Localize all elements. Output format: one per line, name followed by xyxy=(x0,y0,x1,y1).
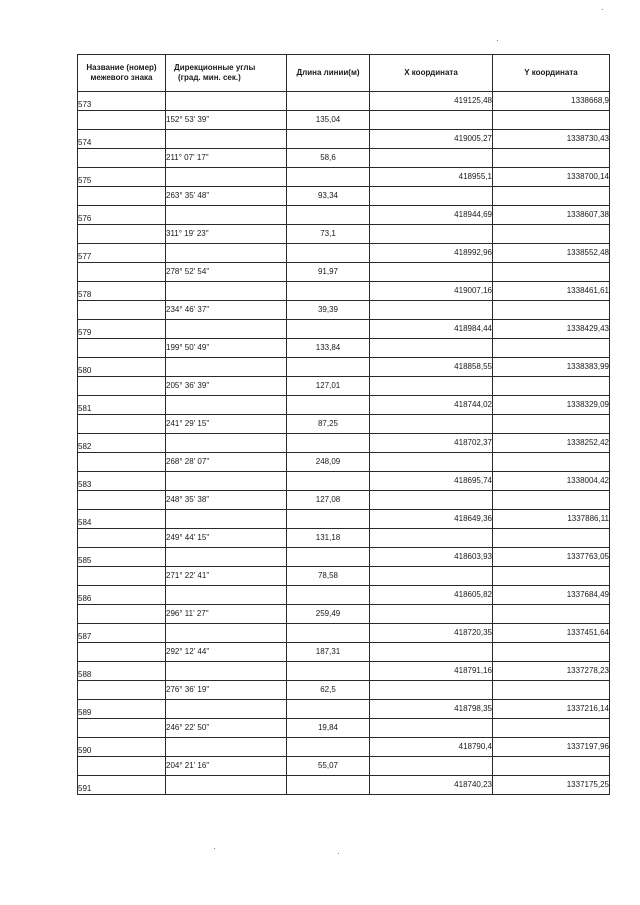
table-row xyxy=(78,415,610,434)
mark-cell: 578 xyxy=(78,282,166,301)
table-header-row xyxy=(78,55,610,92)
angle-cell: 296° 11' 27" xyxy=(166,605,287,624)
x-coordinate-cell: 418790,4 xyxy=(370,738,493,757)
mark-cell: 584 xyxy=(78,510,166,529)
table-row xyxy=(78,738,610,757)
table-row xyxy=(78,130,610,149)
angle-cell xyxy=(166,130,287,149)
length-cell xyxy=(287,700,370,719)
x-coordinate-cell xyxy=(370,757,493,776)
table-row xyxy=(78,605,610,624)
mark-cell: 580 xyxy=(78,358,166,377)
length-cell xyxy=(287,548,370,567)
mark-cell xyxy=(78,681,166,700)
x-coordinate-cell: 418740,23 xyxy=(370,776,493,795)
boundary-coordinates-table xyxy=(77,54,610,795)
x-coordinate-cell: 418791,16 xyxy=(370,662,493,681)
x-coordinate-cell xyxy=(370,605,493,624)
length-cell: 19,84 xyxy=(287,719,370,738)
length-cell xyxy=(287,624,370,643)
angle-cell: 204° 21' 16" xyxy=(166,757,287,776)
table-row xyxy=(78,206,610,225)
length-cell xyxy=(287,282,370,301)
mark-cell xyxy=(78,719,166,738)
angle-cell xyxy=(166,358,287,377)
y-coordinate-cell xyxy=(493,453,610,472)
mark-cell xyxy=(78,187,166,206)
length-cell xyxy=(287,244,370,263)
x-coordinate-cell: 419125,48 xyxy=(370,92,493,111)
length-cell xyxy=(287,92,370,111)
x-coordinate-cell: 419005,27 xyxy=(370,130,493,149)
x-coordinate-cell xyxy=(370,567,493,586)
x-coordinate-cell xyxy=(370,263,493,282)
angle-cell: 205° 36' 39" xyxy=(166,377,287,396)
y-coordinate-cell: 1338383,99 xyxy=(493,358,610,377)
mark-cell: 590 xyxy=(78,738,166,757)
header-angle-line2: (град. мин. сек.) xyxy=(178,73,241,82)
y-coordinate-cell: 1337763,05 xyxy=(493,548,610,567)
y-coordinate-cell: 1338004,42 xyxy=(493,472,610,491)
angle-cell: 246° 22' 50" xyxy=(166,719,287,738)
length-cell xyxy=(287,586,370,605)
y-coordinate-cell xyxy=(493,567,610,586)
x-coordinate-cell xyxy=(370,111,493,130)
y-coordinate-cell xyxy=(493,529,610,548)
table-row xyxy=(78,776,610,795)
length-cell: 127,08 xyxy=(287,491,370,510)
length-cell xyxy=(287,434,370,453)
x-coordinate-cell: 418720,35 xyxy=(370,624,493,643)
table-row xyxy=(78,358,610,377)
mark-cell xyxy=(78,415,166,434)
length-cell: 55,07 xyxy=(287,757,370,776)
y-coordinate-cell xyxy=(493,757,610,776)
x-coordinate-cell: 418695,74 xyxy=(370,472,493,491)
y-coordinate-cell xyxy=(493,225,610,244)
table-row xyxy=(78,244,610,263)
header-y: Y координата xyxy=(493,55,610,92)
angle-cell: 249° 44' 15" xyxy=(166,529,287,548)
angle-cell: 211° 07' 17" xyxy=(166,149,287,168)
mark-cell: 583 xyxy=(78,472,166,491)
mark-cell xyxy=(78,529,166,548)
x-coordinate-cell xyxy=(370,453,493,472)
angle-cell: 271° 22' 41" xyxy=(166,567,287,586)
angle-cell xyxy=(166,662,287,681)
table-row xyxy=(78,681,610,700)
angle-cell xyxy=(166,92,287,111)
mark-cell: 574 xyxy=(78,130,166,149)
table-row xyxy=(78,529,610,548)
length-cell xyxy=(287,206,370,225)
y-coordinate-cell: 1338607,38 xyxy=(493,206,610,225)
angle-cell: 268° 28' 07" xyxy=(166,453,287,472)
scan-speck xyxy=(214,848,215,849)
length-cell: 127,01 xyxy=(287,377,370,396)
angle-cell: 278° 52' 54" xyxy=(166,263,287,282)
length-cell: 259,49 xyxy=(287,605,370,624)
x-coordinate-cell xyxy=(370,719,493,738)
y-coordinate-cell xyxy=(493,681,610,700)
angle-cell: 234° 46' 37" xyxy=(166,301,287,320)
y-coordinate-cell xyxy=(493,415,610,434)
x-coordinate-cell xyxy=(370,491,493,510)
length-cell: 187,31 xyxy=(287,643,370,662)
table-row xyxy=(78,548,610,567)
x-coordinate-cell: 418984,44 xyxy=(370,320,493,339)
x-coordinate-cell xyxy=(370,681,493,700)
x-coordinate-cell: 418858,55 xyxy=(370,358,493,377)
header-angle xyxy=(166,55,287,92)
angle-cell: 263° 35' 48" xyxy=(166,187,287,206)
x-coordinate-cell xyxy=(370,529,493,548)
y-coordinate-cell: 1337886,11 xyxy=(493,510,610,529)
length-cell xyxy=(287,168,370,187)
header-angle-line1: Дирекционные углы xyxy=(174,63,256,72)
length-cell: 78,58 xyxy=(287,567,370,586)
y-coordinate-cell xyxy=(493,263,610,282)
table-body xyxy=(78,92,610,795)
table-row xyxy=(78,168,610,187)
y-coordinate-cell: 1338461,61 xyxy=(493,282,610,301)
y-coordinate-cell: 1338700,14 xyxy=(493,168,610,187)
y-coordinate-cell: 1337278,23 xyxy=(493,662,610,681)
y-coordinate-cell: 1337216,14 xyxy=(493,700,610,719)
table-row xyxy=(78,434,610,453)
length-cell: 39,39 xyxy=(287,301,370,320)
y-coordinate-cell: 1338429,43 xyxy=(493,320,610,339)
x-coordinate-cell: 418649,36 xyxy=(370,510,493,529)
mark-cell xyxy=(78,605,166,624)
y-coordinate-cell xyxy=(493,111,610,130)
table-row xyxy=(78,567,610,586)
angle-cell: 199° 50' 49" xyxy=(166,339,287,358)
table-row xyxy=(78,757,610,776)
table-row xyxy=(78,320,610,339)
angle-cell xyxy=(166,624,287,643)
angle-cell: 276° 36' 19" xyxy=(166,681,287,700)
y-coordinate-cell xyxy=(493,187,610,206)
angle-cell: 241° 29' 15" xyxy=(166,415,287,434)
x-coordinate-cell xyxy=(370,149,493,168)
length-cell xyxy=(287,472,370,491)
table-row xyxy=(78,662,610,681)
y-coordinate-cell xyxy=(493,719,610,738)
angle-cell: 248° 35' 38" xyxy=(166,491,287,510)
table-row xyxy=(78,453,610,472)
y-coordinate-cell: 1338730,43 xyxy=(493,130,610,149)
y-coordinate-cell: 1338552,48 xyxy=(493,244,610,263)
y-coordinate-cell xyxy=(493,149,610,168)
mark-cell xyxy=(78,453,166,472)
table-row xyxy=(78,225,610,244)
angle-cell xyxy=(166,586,287,605)
mark-cell: 585 xyxy=(78,548,166,567)
mark-cell xyxy=(78,757,166,776)
y-coordinate-cell xyxy=(493,643,610,662)
x-coordinate-cell xyxy=(370,415,493,434)
angle-cell xyxy=(166,700,287,719)
angle-cell: 311° 19' 23" xyxy=(166,225,287,244)
length-cell xyxy=(287,776,370,795)
mark-cell: 589 xyxy=(78,700,166,719)
length-cell: 135,04 xyxy=(287,111,370,130)
x-coordinate-cell: 418992,96 xyxy=(370,244,493,263)
length-cell: 131,18 xyxy=(287,529,370,548)
mark-cell: 586 xyxy=(78,586,166,605)
x-coordinate-cell: 418798,35 xyxy=(370,700,493,719)
length-cell: 133,84 xyxy=(287,339,370,358)
y-coordinate-cell xyxy=(493,301,610,320)
mark-cell: 577 xyxy=(78,244,166,263)
x-coordinate-cell: 419007,16 xyxy=(370,282,493,301)
table-row xyxy=(78,719,610,738)
mark-cell xyxy=(78,339,166,358)
scan-speck xyxy=(602,9,603,10)
mark-cell: 573 xyxy=(78,92,166,111)
angle-cell xyxy=(166,396,287,415)
table-row xyxy=(78,396,610,415)
mark-cell: 576 xyxy=(78,206,166,225)
y-coordinate-cell xyxy=(493,339,610,358)
length-cell: 91,97 xyxy=(287,263,370,282)
angle-cell xyxy=(166,548,287,567)
mark-cell: 581 xyxy=(78,396,166,415)
table-row xyxy=(78,472,610,491)
table-row xyxy=(78,282,610,301)
x-coordinate-cell xyxy=(370,301,493,320)
mark-cell xyxy=(78,377,166,396)
x-coordinate-cell: 418744,02 xyxy=(370,396,493,415)
mark-cell xyxy=(78,567,166,586)
mark-cell xyxy=(78,301,166,320)
length-cell xyxy=(287,130,370,149)
table-row xyxy=(78,586,610,605)
length-cell xyxy=(287,396,370,415)
angle-cell xyxy=(166,244,287,263)
angle-cell xyxy=(166,472,287,491)
length-cell xyxy=(287,662,370,681)
table-row xyxy=(78,339,610,358)
mark-cell: 587 xyxy=(78,624,166,643)
length-cell: 87,25 xyxy=(287,415,370,434)
table-row xyxy=(78,92,610,111)
angle-cell xyxy=(166,776,287,795)
y-coordinate-cell: 1338329,09 xyxy=(493,396,610,415)
mark-cell: 582 xyxy=(78,434,166,453)
x-coordinate-cell xyxy=(370,339,493,358)
length-cell xyxy=(287,510,370,529)
mark-cell xyxy=(78,643,166,662)
table-row xyxy=(78,377,610,396)
y-coordinate-cell: 1337197,96 xyxy=(493,738,610,757)
y-coordinate-cell: 1337684,49 xyxy=(493,586,610,605)
mark-cell xyxy=(78,149,166,168)
length-cell: 248,09 xyxy=(287,453,370,472)
table-row xyxy=(78,510,610,529)
scan-speck xyxy=(497,40,498,41)
table-row xyxy=(78,263,610,282)
table-row xyxy=(78,643,610,662)
x-coordinate-cell: 418944,69 xyxy=(370,206,493,225)
angle-cell xyxy=(166,434,287,453)
angle-cell xyxy=(166,282,287,301)
y-coordinate-cell: 1338668,9 xyxy=(493,92,610,111)
length-cell: 58,6 xyxy=(287,149,370,168)
angle-cell xyxy=(166,738,287,757)
angle-cell: 152° 53' 39" xyxy=(166,111,287,130)
angle-cell xyxy=(166,510,287,529)
table-row xyxy=(78,187,610,206)
angle-cell xyxy=(166,168,287,187)
x-coordinate-cell: 418955,1 xyxy=(370,168,493,187)
x-coordinate-cell xyxy=(370,643,493,662)
length-cell xyxy=(287,320,370,339)
header-mark xyxy=(78,55,166,92)
y-coordinate-cell: 1337175,25 xyxy=(493,776,610,795)
x-coordinate-cell: 418603,93 xyxy=(370,548,493,567)
y-coordinate-cell xyxy=(493,491,610,510)
length-cell: 73,1 xyxy=(287,225,370,244)
mark-cell: 591 xyxy=(78,776,166,795)
angle-cell xyxy=(166,320,287,339)
length-cell xyxy=(287,738,370,757)
x-coordinate-cell xyxy=(370,377,493,396)
table-row xyxy=(78,149,610,168)
angle-cell: 292° 12' 44" xyxy=(166,643,287,662)
mark-cell: 588 xyxy=(78,662,166,681)
mark-cell xyxy=(78,225,166,244)
mark-cell: 575 xyxy=(78,168,166,187)
x-coordinate-cell xyxy=(370,187,493,206)
table-row xyxy=(78,111,610,130)
x-coordinate-cell: 418702,37 xyxy=(370,434,493,453)
scan-speck xyxy=(338,853,339,854)
mark-cell xyxy=(78,263,166,282)
x-coordinate-cell xyxy=(370,225,493,244)
header-mark-line1: Название (номер) xyxy=(86,63,157,72)
header-x: X координата xyxy=(370,55,493,92)
table-row xyxy=(78,624,610,643)
length-cell: 62,5 xyxy=(287,681,370,700)
length-cell xyxy=(287,358,370,377)
header-length: Длина линии(м) xyxy=(287,55,370,92)
length-cell: 93,34 xyxy=(287,187,370,206)
mark-cell xyxy=(78,111,166,130)
y-coordinate-cell: 1338252,42 xyxy=(493,434,610,453)
table-row xyxy=(78,491,610,510)
angle-cell xyxy=(166,206,287,225)
y-coordinate-cell: 1337451,64 xyxy=(493,624,610,643)
header-mark-line2: межевого знака xyxy=(90,73,153,82)
table-row xyxy=(78,700,610,719)
table-row xyxy=(78,301,610,320)
x-coordinate-cell: 418605,82 xyxy=(370,586,493,605)
mark-cell xyxy=(78,491,166,510)
mark-cell: 579 xyxy=(78,320,166,339)
y-coordinate-cell xyxy=(493,377,610,396)
y-coordinate-cell xyxy=(493,605,610,624)
